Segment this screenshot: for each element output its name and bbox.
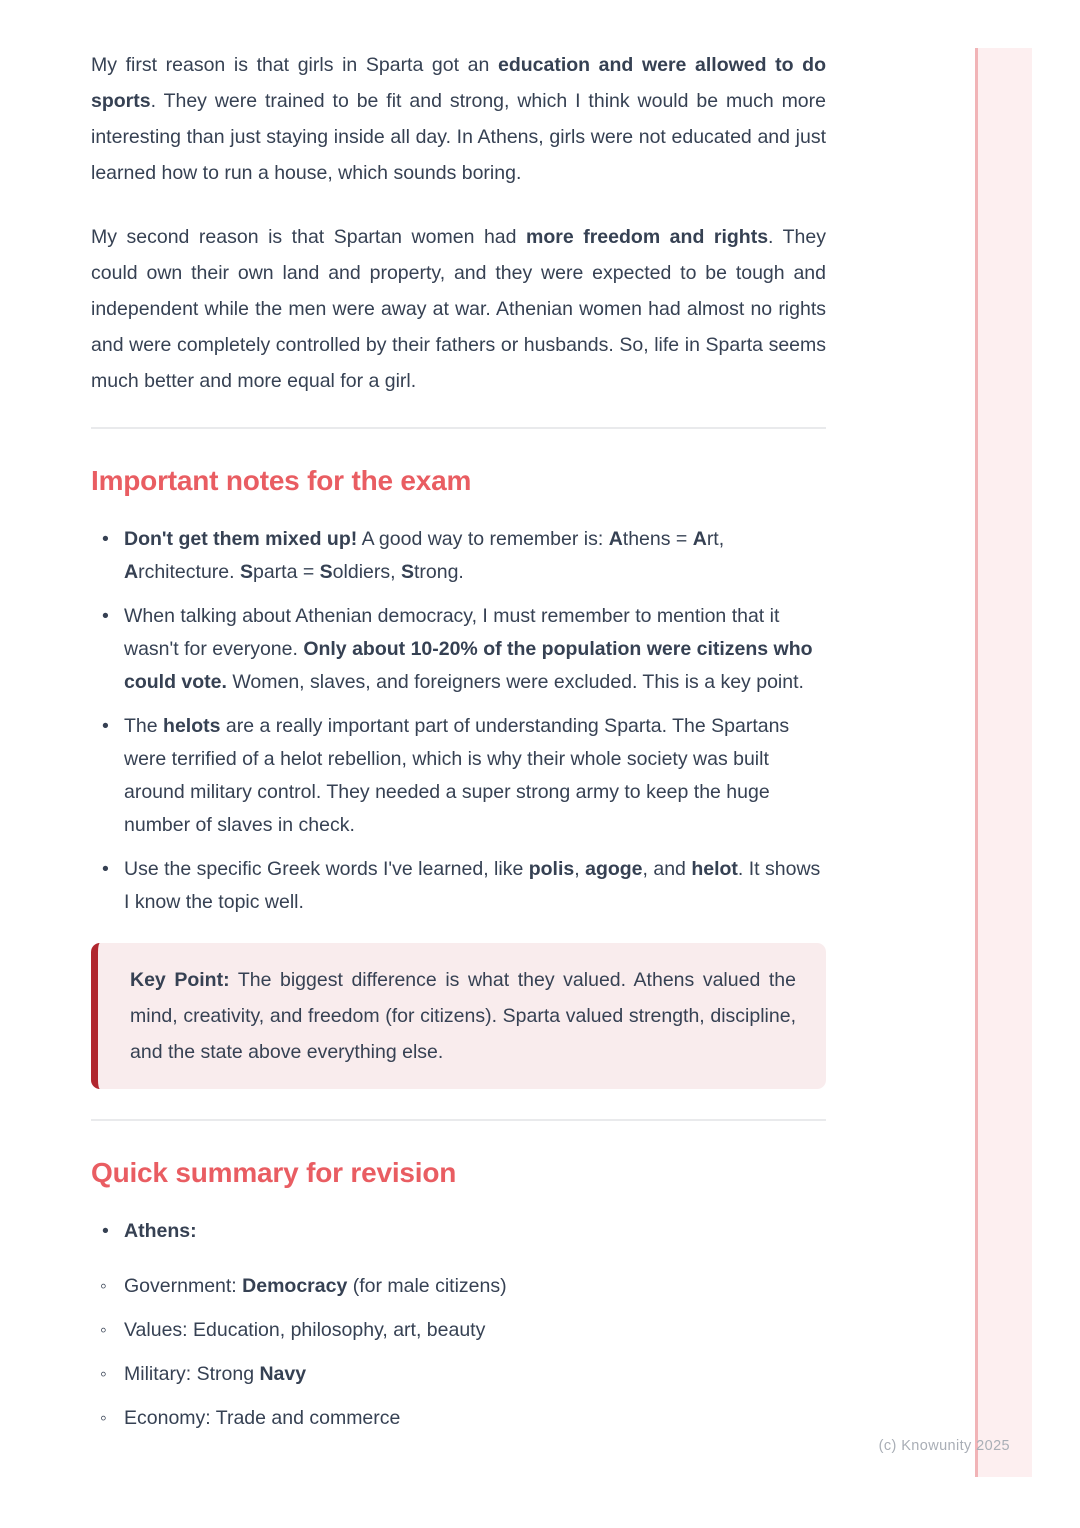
text-segment: Values: Education, philosophy, art, beauty [124, 1319, 486, 1341]
sublist-item-economy [58, 1402, 826, 1435]
notes-heading: Important notes for the exam [91, 465, 472, 496]
text-segment: , [574, 858, 586, 880]
copyright-watermark: (c) Knowunity 2025 [878, 1438, 1010, 1454]
list-item-athens [91, 1215, 826, 1435]
text-segment: Athens: [124, 1220, 197, 1242]
sublist-item-government [58, 1270, 826, 1303]
text-segment: . They were trained to be fit and strong, which I think would be much more interesting than just staying inside all day. In Athens, girls were not educated and just learned how to run a house, which sounds boring. [91, 90, 826, 184]
text-segment: thens = [622, 528, 693, 550]
text-segment: The [124, 715, 164, 737]
text-segment: rchitecture. [138, 561, 240, 583]
text-segment: My second reason is that Spartan women had [91, 226, 527, 248]
text-segment: S [239, 561, 253, 583]
text-segment: Use the specific Greek words I've learned, like [124, 858, 529, 880]
text-segment: The biggest difference is what they valued. Athens valued the mind, creativity, and freedom (for citizens). Sparta valued strength, discipline, and the state above everything else. [130, 969, 796, 1063]
athens-sublist [58, 1270, 826, 1435]
text-segment: Military: Strong [124, 1363, 260, 1385]
side-accent-bar [975, 48, 1032, 1477]
text-segment: rt, [706, 528, 725, 550]
sublist-item-values [58, 1314, 826, 1347]
text-segment: A [124, 561, 139, 583]
section-divider [91, 427, 826, 429]
sublist-item-military [58, 1358, 826, 1391]
text-segment: Economy: Trade and commerce [124, 1407, 401, 1429]
text-segment: A [608, 528, 623, 550]
section-divider [91, 1119, 826, 1121]
text-segment: Navy [259, 1363, 307, 1385]
intro-paragraph-2 [91, 219, 826, 399]
list-item-greek-words [91, 853, 826, 919]
text-segment: . They could own their own land and property, and they were expected to be tough and independent while the men were away at war. Athenian women had almost no rights and were completely controlled by their fathers or husbands. So, life in Sparta seems much better and more equal for a girl. [91, 226, 826, 392]
text-segment: A [692, 528, 707, 550]
text-segment: helots [163, 715, 221, 737]
text-segment: Only about 10-20% of the population were citizens who could vote. [124, 638, 813, 693]
notes-list [91, 523, 826, 919]
text-segment: oldiers, [332, 561, 401, 583]
text-segment: Women, slaves, and foreigners were excluded. This is a key point. [226, 671, 804, 693]
text-segment: My first reason is that girls in Sparta got an [91, 54, 498, 76]
text-segment: When talking about Athenian democracy, I must remember to mention that it wasn't for everyone. [124, 605, 780, 660]
summary-list [91, 1215, 826, 1435]
text-segment: Democracy [242, 1275, 348, 1297]
text-segment: S [319, 561, 333, 583]
text-segment: Key Point: [130, 969, 230, 991]
text-segment: A good way to remember is: [357, 528, 609, 550]
intro-paragraph-1 [91, 47, 826, 191]
text-segment: Government: [124, 1275, 243, 1297]
document-content [91, 0, 826, 1435]
text-segment: parta = [252, 561, 320, 583]
text-segment: agoge [585, 858, 643, 880]
text-segment: education and were allowed to do sports [91, 54, 826, 112]
list-item-mnemonic [91, 523, 826, 589]
text-segment: , and [642, 858, 692, 880]
text-segment: S [400, 561, 414, 583]
text-segment: are a really important part of understanding Sparta. The Spartans were terrified of a helot rebellion, which is why their whole society was built around military control. They needed a super strong army to keep the huge number of slaves in check. [124, 715, 790, 836]
text-segment: polis [528, 858, 575, 880]
text-segment: (for male citizens) [347, 1275, 507, 1297]
text-segment: helot [691, 858, 738, 880]
summary-heading: Quick summary for revision [91, 1157, 457, 1188]
text-segment: trong. [413, 561, 464, 583]
text-segment: Don't get them mixed up! [124, 528, 358, 550]
text-segment: more freedom and rights [526, 226, 769, 248]
text-segment: . It shows I know the topic well. [124, 858, 821, 913]
keypoint-callout [91, 943, 826, 1089]
list-item-helots [91, 710, 826, 842]
list-item-democracy [91, 600, 826, 699]
